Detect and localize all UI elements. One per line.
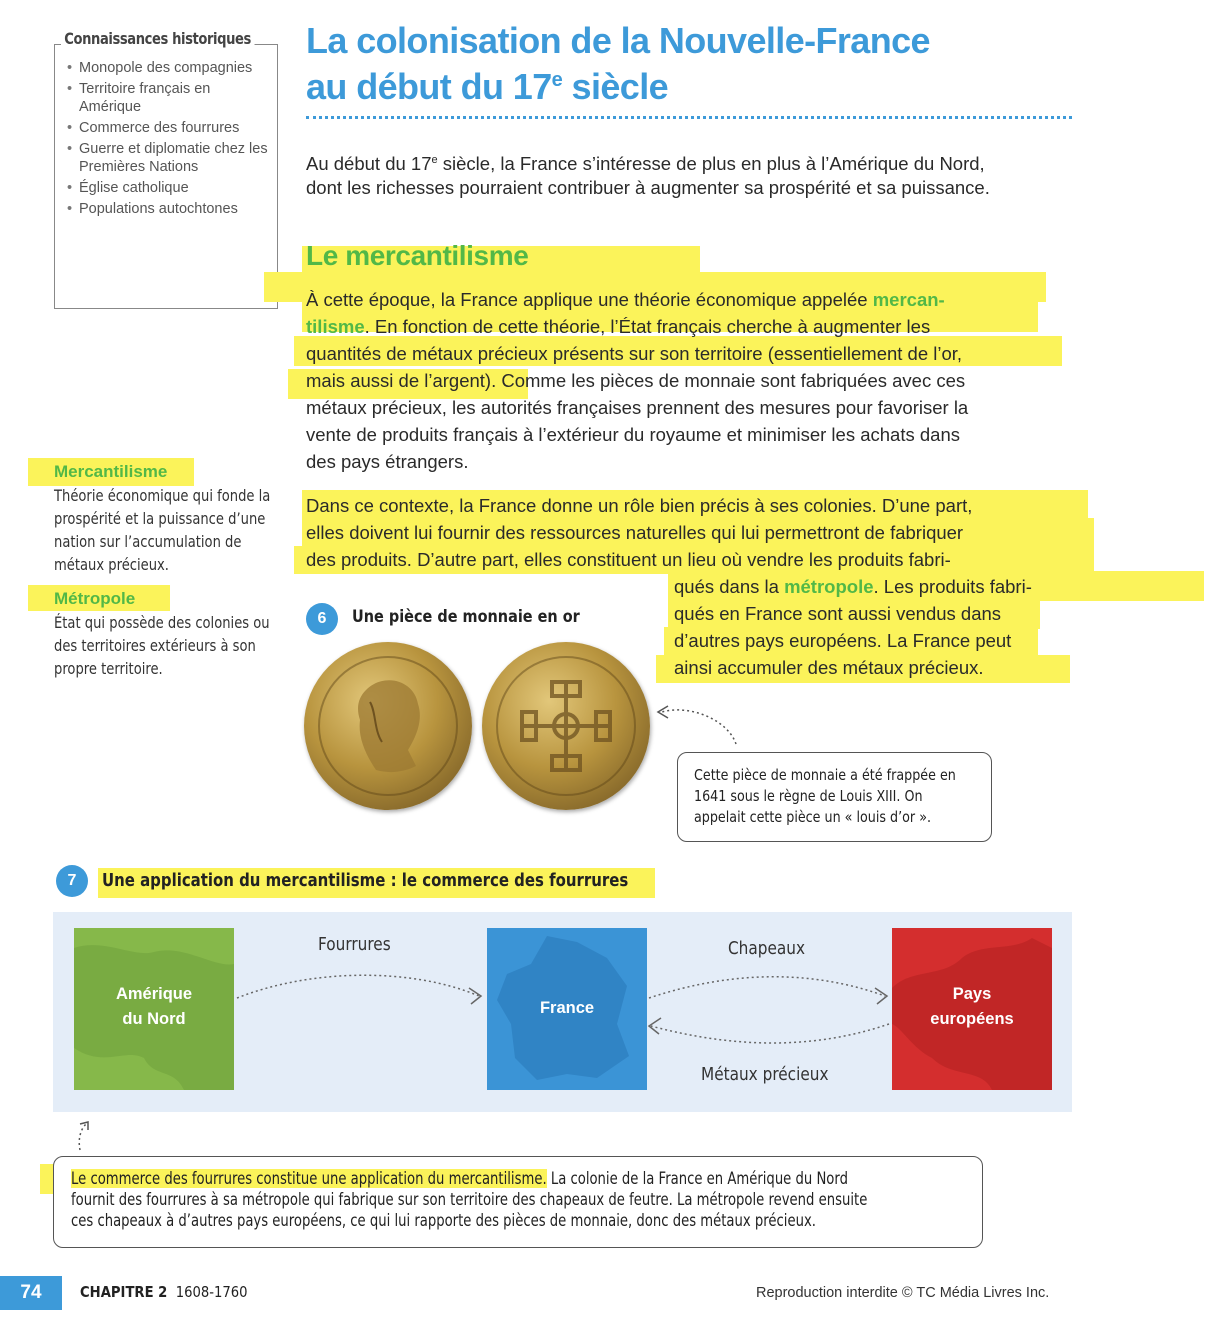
fur-trade-callout [53, 1156, 983, 1248]
fur-trade-callout-text: Le commerce des fourrures constitue une application du mercantilisme. La colonie de la France en Amérique du Nord fournit des fourrures à sa métropole qui fabrique sur son territoire des chapeaux de feutre. La métropole revend ensuite ces chapeaux à d’autres pays européens, ce qui lui rapporte des pièces de monnaie, donc des métaux précieux. [71, 1169, 868, 1230]
title-dotted-rule [306, 116, 1072, 119]
arrow-hats [649, 977, 885, 998]
figure-7-caption: Une application du mercantilisme : le commerce des fourrures [102, 870, 629, 891]
trade-diagram [53, 912, 1072, 1112]
glossary-definition-mercantilisme: Théorie économique qui fonde la prospérité et la puissance d’une nation sur l’accumulation de métaux précieux. [54, 486, 271, 574]
knowledge-item: • Monopole des compagnies [65, 59, 275, 77]
glossary-definition-metropole: État qui possède des colonies ou des territoires extérieurs à son propre territoire. [54, 613, 270, 678]
flow-arrows [53, 912, 1072, 1112]
coin-callout-text: Cette pièce de monnaie a été frappée en 1641 sous le règne de Louis XIII. On appelait cette pièce un « louis d’or ». [694, 766, 956, 826]
knowledge-list [65, 59, 275, 221]
colonies-paragraph-continued: qués dans la métropole. Les produits fabri- qués en France sont aussi vendus dans d’autres pays européens. La France peut ainsi accumuler des métaux précieux. [674, 576, 1032, 678]
knowledge-item: • Guerre et diplomatie chez les Premières Nations [65, 140, 275, 176]
glossary-term-mercantilisme: Mercantilisme [54, 462, 168, 481]
section-heading: Le mercantilisme [306, 240, 529, 271]
footer-copyright: Reproduction interdite © TC Média Livres Inc. [756, 1285, 1050, 1301]
knowledge-item: • Populations autochtones [65, 200, 275, 218]
intro-paragraph: Au début du 17e siècle, la France s’intéresse de plus en plus à l’Amérique du Nord, dont les richesses pourraient contribuer à augmenter sa prospérité et sa puissance. [306, 153, 990, 198]
fig7-callout-arrow [70, 1118, 100, 1154]
knowledge-item: • Territoire français en Amérique [65, 80, 275, 116]
figure-6-caption: Une pièce de monnaie en or [352, 607, 580, 627]
mercantilism-paragraph: À cette époque, la France applique une théorie économique appelée mercan- tilisme. En fonction de cette théorie, l’État français cherche à augmenter les quantités de métaux précieux présents sur son territoire (essentiellement de l’or, mais aussi de l’argent). Comme les pièces de monnaie sont fabriquées avec ces métaux précieux, les autorités françaises prennent des mesures pour favoriser la vente de produits français à l’extérieur du royaume et minimiser les achats dans des pays étrangers. [306, 289, 969, 472]
coin-callout [677, 752, 992, 842]
france-label: France [539, 999, 595, 1017]
knowledge-item: • Église catholique [65, 179, 275, 197]
coin-obverse-image [304, 642, 472, 810]
page-title-line-2: au début du 17e siècle [306, 66, 669, 107]
arrow-metals [651, 1024, 889, 1043]
figure-6-badge: 6 [306, 603, 338, 635]
coin-callout-arrow [650, 700, 750, 750]
knowledge-item: • Commerce des fourrures [65, 119, 275, 137]
coin-cross-of-ls [482, 642, 650, 810]
arrow-furs [237, 975, 479, 998]
north-america-label: Amérique du Nord [115, 985, 193, 1028]
footer-chapter: CHAPITRE 2 1608-1760 [80, 1283, 248, 1301]
glossary-term-metropole: Métropole [54, 589, 136, 608]
europe-label: Pays européens [930, 985, 1014, 1028]
coin-portrait [304, 642, 472, 810]
colonies-paragraph: Dans ce contexte, la France donne un rôle bien précis à ses colonies. D’une part, elles doivent lui fournir des ressources naturelles qui lui permettront de fabriquer des produits. D’autre part, elles constituent un lieu où vendre les produits fabri- [306, 495, 973, 570]
knowledge-box [54, 29, 278, 309]
coin-reverse-image [482, 642, 650, 810]
page-number: 74 [0, 1276, 62, 1310]
page-title-line-1: La colonisation de la Nouvelle-France [306, 20, 930, 61]
flow-label-metals: Métaux précieux [701, 1064, 829, 1085]
knowledge-title: Connaissances historiques [61, 29, 254, 48]
figure-7-badge: 7 [56, 865, 88, 897]
flow-label-furs: Fourrures [318, 934, 391, 955]
flow-label-hats: Chapeaux [728, 938, 806, 959]
